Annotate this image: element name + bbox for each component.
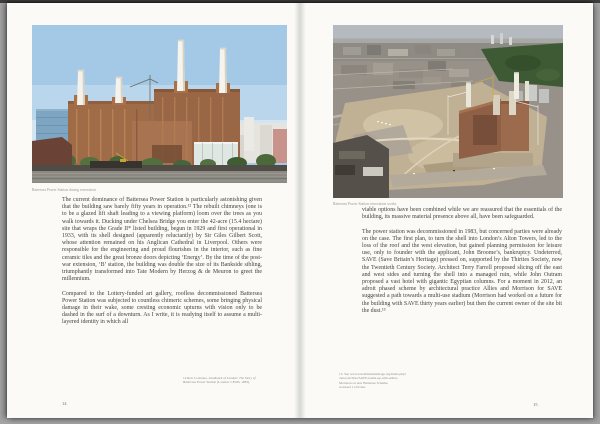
footnote-text: 12 Rob Cochrane, bbox=[183, 376, 209, 380]
paragraph: The current dominance of Battersea Power Station is particularly astonishing given that the building saw barely fifty years in operation.¹² The rebuilt chimneys (one is to be a glazed lift shaft leading to a viewing platform) loom over the trees as you walk towards it. Ducking under Chelsea Bridge you enter the 42-acre (15.4 hectare) site that wraps the Grade II* listed building, begun in 1929 and first operational in 1933, with its shell designed (apparently reluctantly) by Sir Giles Gilbert Scott, whose attention remained on his Anglican Cathedral in Liverpool. Others were responsible for the engineering and proud flourishes in the interior, such as fine ceramic tiles and the great bronze doors depicting ‘Energy’. By the time of the post-war extension, ‘B’ station, the building was double the size of its Bankside sibling, triumphantly transformed into Tate Modern by Herzog & de Meuron to greet the millennium. bbox=[62, 197, 262, 283]
footnote-book-title: Landmark of London: The Story of Battersea Power Station bbox=[183, 376, 256, 385]
book-spread bbox=[7, 3, 593, 418]
page-right bbox=[300, 3, 593, 418]
page-number-left: 14 bbox=[62, 401, 67, 406]
photo-caption-left: Battersea Power Station during renovation bbox=[32, 188, 97, 192]
footnote-line: Morrison on new Battersea Scheme, bbox=[339, 380, 389, 385]
page-number-right: 15 bbox=[533, 402, 538, 407]
body-text-left bbox=[62, 197, 262, 334]
footnote-text: (London: CEGB, 1983). bbox=[216, 380, 250, 385]
footnote-line: accessed 1 October. bbox=[339, 385, 366, 390]
footnote-12 bbox=[183, 376, 261, 385]
page-left bbox=[7, 3, 300, 418]
paragraph: Compared to the Lottery-funded art gallery, roofless decommissioned Battersea Power Station was subjected to countless chimeric schemes, some bringing physical damage in their wake, some cresting economic upturns with vision only to be dashed in the surf of a downturn. As I write, it is readying itself to assume a multi-layered identity in which all bbox=[62, 290, 262, 326]
paragraph: viable options have been combined while we are reassured that the essentials of the building, its massive material presence above all, have been safeguarded. bbox=[362, 207, 562, 221]
battersea-aerial-photo bbox=[333, 25, 563, 198]
photo-caption-right: Battersea Power Station renovation works bbox=[333, 202, 397, 206]
footnote-13 bbox=[339, 372, 451, 390]
body-text-right bbox=[362, 207, 562, 322]
battersea-riverside-photo bbox=[32, 25, 287, 183]
footnote-line: /news/archive/SAVE-teams-up-with-Allies- bbox=[339, 376, 399, 381]
paragraph: The power station was decommissioned in 1983, but concerned parties were already on the case. The first plan, to turn the shell into London’s Alton Towers, led to the loss of the roof and the west elevation, but gained planning permission for leisure use, only to founder with the applicant, John Broome’s, bankruptcy. Undeterred, SAVE (Save Britain’s Heritage) pressed on, supported by the Thirties Society, now the Twentieth Century Society. Architect Terry Farrell proposed slicing off the east and west sides and turning the shell into a managed ruin, while John Outram proposed a vast hotel with gigantic Egyptian columns. For a moment in 2012, an adroit phased scheme by architectural practice Allies and Morrison for SAVE suggested a path towards a multi-use stadium (Morrison had worked on a future for the building with SAVE thirty years earlier) but then the current owner of the site bit the dust.¹³ bbox=[362, 228, 562, 314]
footnote-line: 13. See www.savebritainsheritage.org/index.php? bbox=[339, 372, 407, 376]
